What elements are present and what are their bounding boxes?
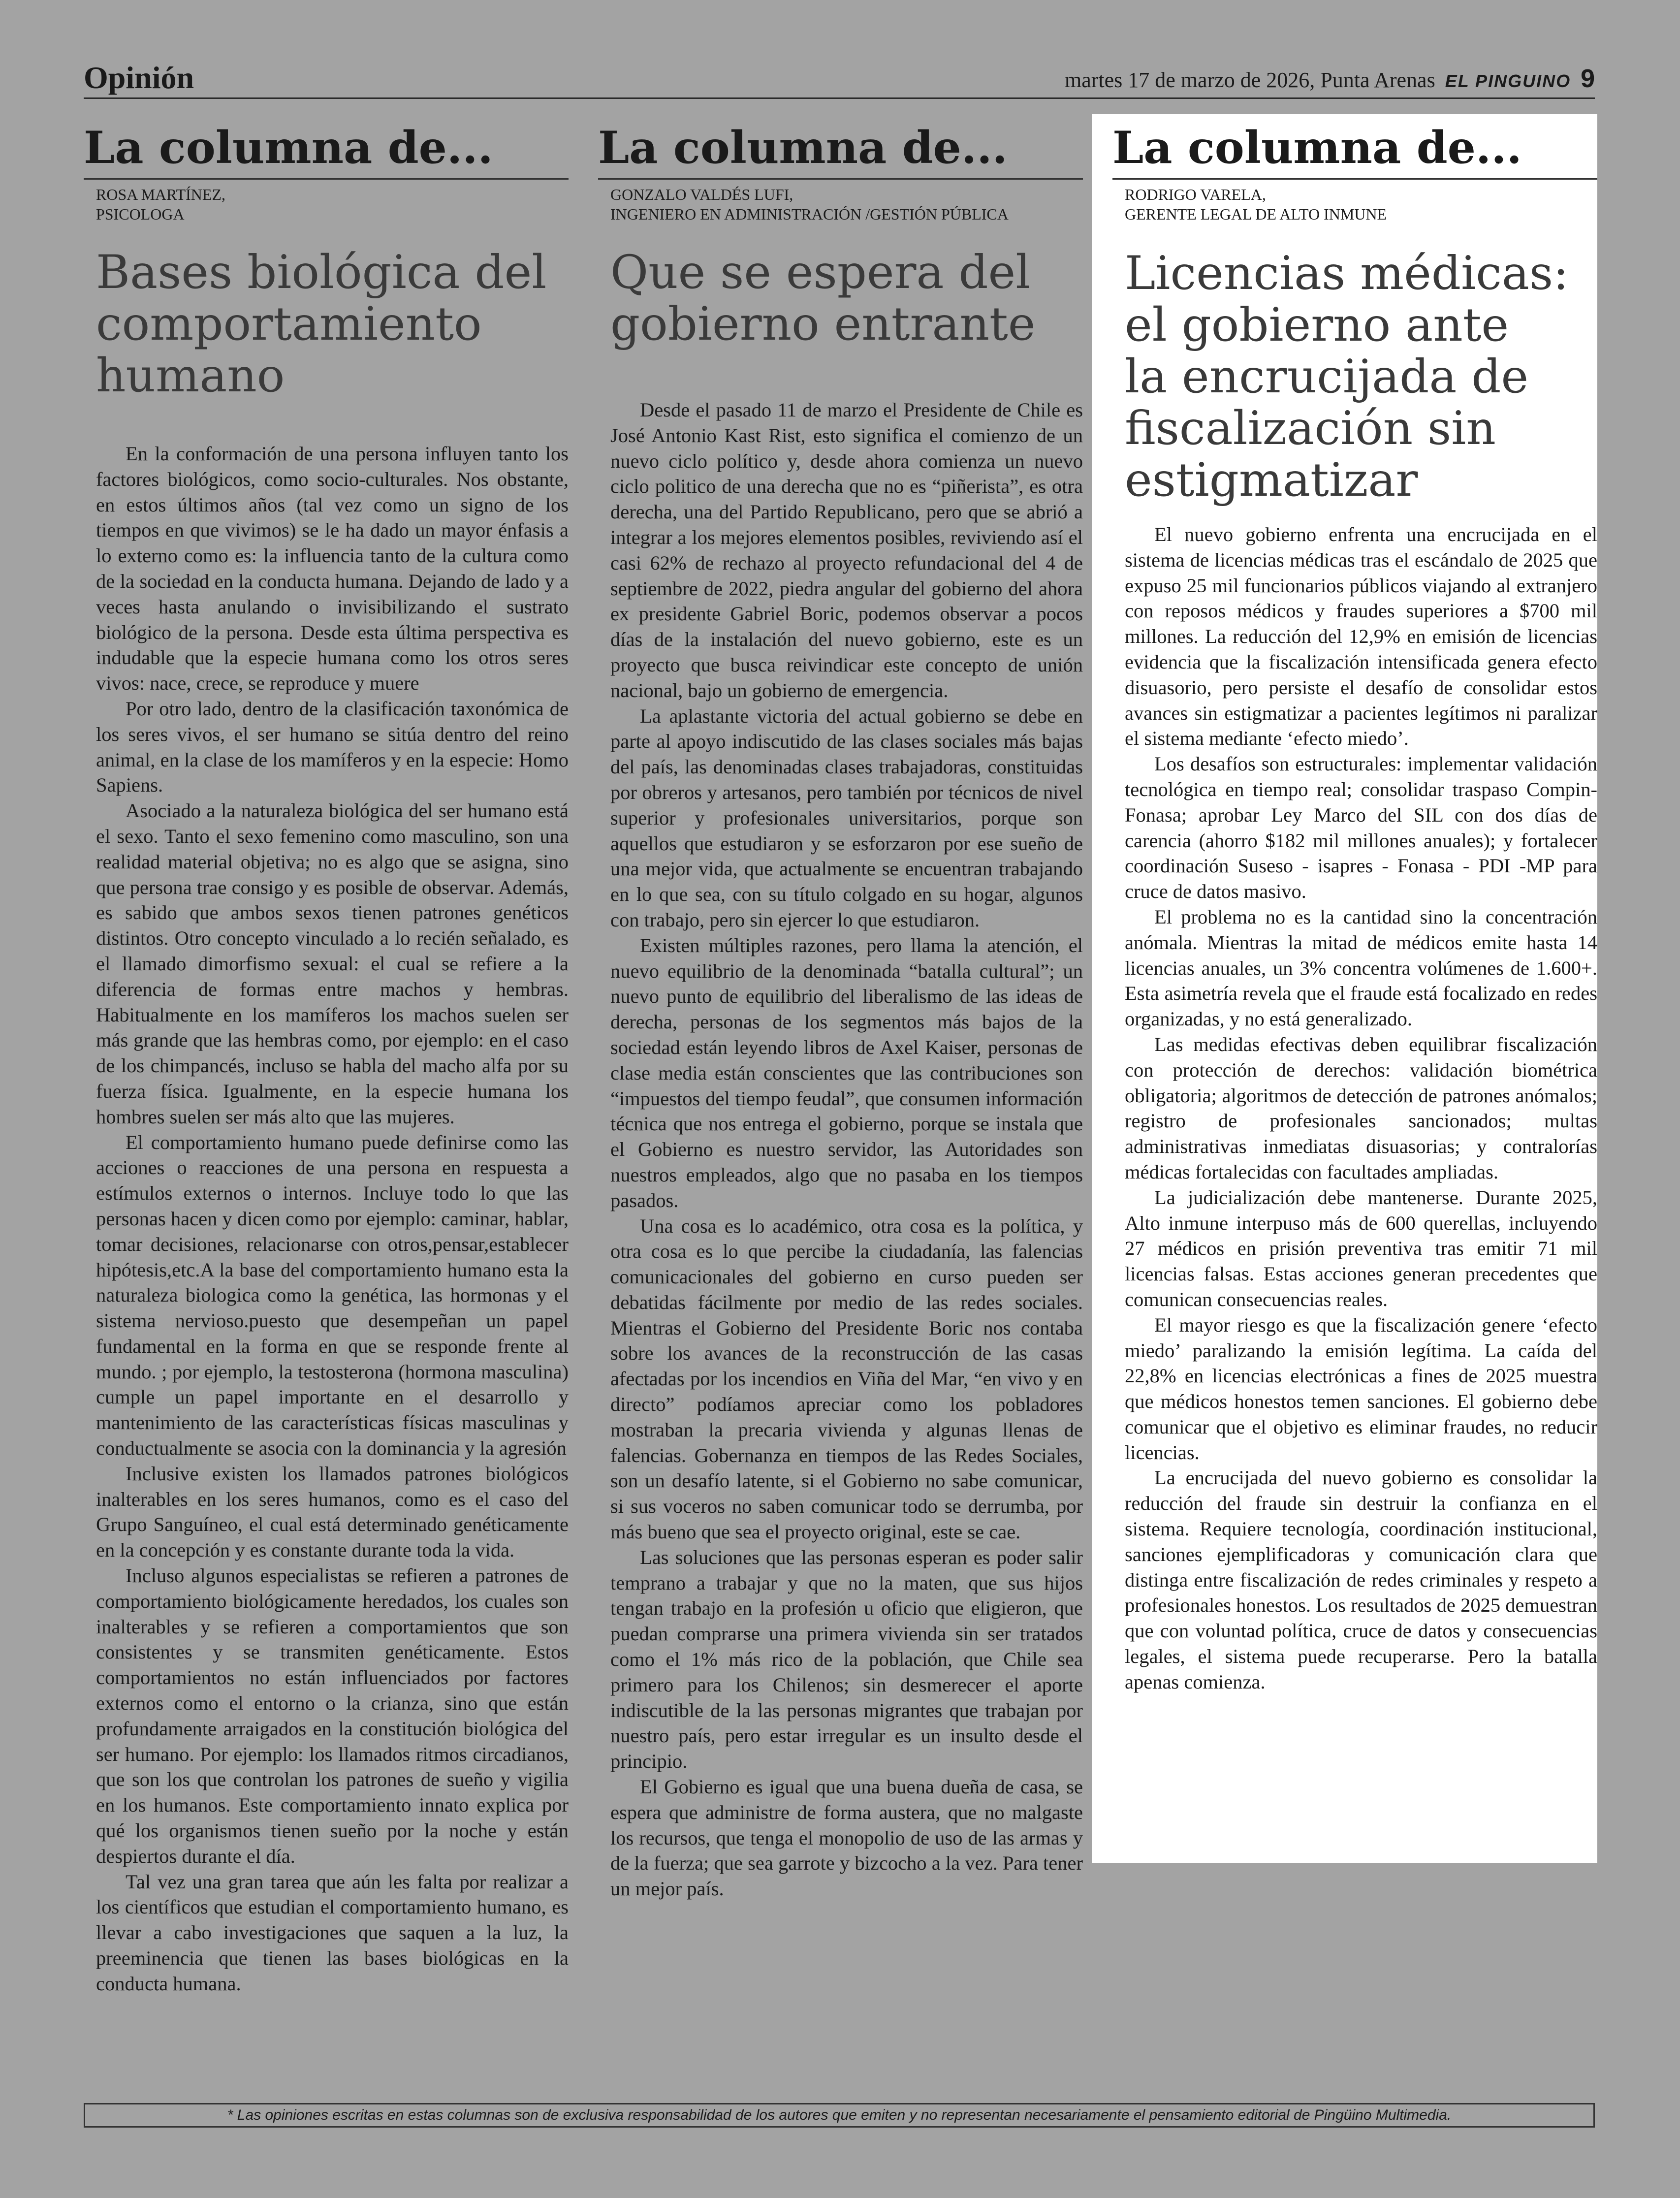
author-role: PSICOLOGA — [96, 205, 185, 223]
article-body — [610, 397, 1083, 1902]
column-inner — [1112, 118, 1597, 1695]
paragraph: Las soluciones que las personas esperan es poder salir temprano a trabajar y que no la maten, que sus hijos tengan trabajo en la profesión u oficio que eligieron, que puedan comprarse una primera vivienda sin ser tratados como el 1% más rico de la población, que Chile sea primero para los Chilenos; sin desmerecer el aporte indiscutible de la las personas migrantes que trabajan por nuestro país, pero estar irregular es un insulto desde el principio. — [610, 1546, 1083, 1773]
headline-line: comportamiento — [96, 297, 482, 351]
brand-logo: EL PINGUINO — [1445, 71, 1571, 91]
paragraph: La judicialización debe mantenerse. Durante 2025, Alto inmune interpuso más de 600 querellas, incluyendo 27 médicos en prisión preventiva tras emitir 71 mil licencias falsas. Estas acciones generan precedentes que comunican consecuencias reales. — [1125, 1186, 1597, 1310]
headline-line: humano — [96, 349, 285, 403]
paragraph: Asociado a la naturaleza biológica del ser humano está el sexo. Tanto el sexo femenino como masculino, son una realidad material objetiva; no es algo que se asigna, sino que persona trae consigo y es posible de observar. Además, es sabido que ambos sexos tienen patrones genéticos distintos. Otro concepto vinculado a lo recién señalado, es el llamado dimorfismo sexual: el cual se refiere a la diferencia de formas entre machos y hembras. Habitualmente en los mamíferos los machos suelen ser más grande que las hembras como, por ejemplo: en el caso de los chimpancés, incluso se habla del macho alfa por su fuerza física. Igualmente, en la especie humana los hombres suelen ser más alto que las mujeres. — [96, 799, 569, 1128]
editorial-disclaimer: * Las opiniones escritas en estas columnas son de exclusiva responsabilidad de los autores que emiten y no representan necesariamente el pensamiento editorial de Pingüino Multimedia. — [84, 2103, 1595, 2128]
paragraph: Una cosa es lo académico, otra cosa es la política, y otra cosa es lo que percibe la ciudadanía, las falencias comunicacionales del gobierno en curso pueden ser debatidas fácilmente por medio de las redes sociales. Mientras el Gobierno del Presidente Boric nos contaba sobre los avances de la reconstrucción de las casas afectadas por los incendios en Viña del Mar, “en vivo y en directo” podíamos apreciar como los pobladores mostraban la precaria vivienda y algunas llenas de falencias. Gobernanza en tiempos de las Redes Sociales, son un desafío latente, si el Gobierno no sabe comunicar, si sus voceros no saben comunicar todo se derrumba, por más bueno que sea el proyecto original, este se cae. — [610, 1214, 1083, 1543]
paragraph: Incluso algunos especialistas se refieren a patrones de comportamiento biológicamente heredados, los cuales son inalterables y se refieren a comportamientos que son consistentes y se transmiten genéticamente. Estos comportamientos no están influenciados por factores externos como el entorno o la crianza, sino que están profundamente arraigados en la constitución biológica del ser humano. Por ejemplo: los llamados ritmos circadianos, que son los que controlan los patrones de sueño y vigilia en los humanos. Este comportamiento innato explica por qué los organismos tienen sueño por la noche y están despiertos durante el día. — [96, 1564, 569, 1867]
author-byline — [1125, 185, 1597, 224]
column-kicker: La columna de... — [598, 118, 1083, 180]
paragraph: Los desafíos son estructurales: implementar validación tecnológica en tiempo real; consolidar traspaso Compin-Fonasa; aprobar Ley Marco del SIL con dos días de carencia (ahorro $182 mil millones anuales); y fortalecer coordinación Suseso - isapres - Fonasa - PDI -MP para cruce de datos masivo. — [1125, 753, 1597, 903]
article-headline — [1125, 248, 1597, 506]
paragraph: El comportamiento humano puede definirse como las acciones o reacciones de una persona en respuesta a estímulos externos o internos. Incluye todo lo que las personas hacen y dicen como por ejemplo: caminar, hablar, tomar decisiones, relacionarse con otros,pensar,establecer hipótesis,etc.A la base del comportamiento humano esta la naturaleza biologica como la genética, las hormonas y el sistema nervioso.puesto que desempeñan un papel fundamental en la forma en que se responde frente al mundo. ; por ejemplo, la testosterona (hormona masculina) cumple un papel importante en el desarrollo y mantenimiento de las características físicas masculinas y conductualmente se asocia con la dominancia y la agresión — [96, 1131, 569, 1460]
author-role: GERENTE LEGAL DE ALTO INMUNE — [1125, 205, 1387, 223]
headline-line: la encrucijada de — [1125, 350, 1529, 404]
author-byline — [610, 185, 1083, 224]
headline-line: Licencias médicas: — [1125, 247, 1569, 300]
article-headline — [610, 247, 1083, 350]
article-body — [96, 441, 569, 1997]
headline-line: fiscalización sin — [1125, 402, 1496, 455]
header-right — [1065, 64, 1595, 94]
paragraph: Inclusive existen los llamados patrones biológicos inalterables en los seres humanos, como es el caso del Grupo Sanguíneo, el cual está determinado genéticamente en la concepción y es constante durante toda la vida. — [96, 1462, 569, 1561]
paragraph: El nuevo gobierno enfrenta una encrucijada en el sistema de licencias médicas tras el escándalo de 2025 que expuso 25 mil funcionarios públicos viajando al extranjero con reposos médicos y fraudes superiores a $700 mil millones. La reducción del 12,9% en emisión de licencias evidencia que la fiscalización intensificada genera efecto disuasorio, pero persiste el desafío de consolidar estos avances sin estigmatizar a pacientes legítimos ni paralizar el sistema mediante ‘efecto miedo’. — [1125, 523, 1597, 750]
opinion-column-2 — [598, 118, 1083, 1902]
author-name: RODRIGO VARELA, — [1125, 186, 1266, 203]
opinion-column-1 — [84, 118, 569, 1997]
headline-line: estigmatizar — [1125, 453, 1418, 507]
dateline: martes 17 de marzo de 2026, Punta Arenas — [1065, 68, 1435, 92]
paragraph: Tal vez una gran tarea que aún les falta por realizar a los científicos que estudian el comportamiento humano, es llevar a cabo investigaciones que saquen a la luz, la preeminencia que tienen las bases biológicas en la conducta humana. — [96, 1870, 569, 1995]
paragraph: La encrucijada del nuevo gobierno es consolidar la reducción del fraude sin destruir la confianza en el sistema. Requiere tecnología, coordinación institucional, sanciones ejemplificadoras y comunicación clara que distinga entre fiscalización de redes criminales y respeto a profesionales honestos. Los resultados de 2025 demuestran que con voluntad política, cruce de datos y consecuencias legales, el sistema puede recuperarse. Pero la batalla apenas comienza. — [1125, 1466, 1597, 1693]
paragraph: Por otro lado, dentro de la clasificación taxonómica de los seres vivos, el ser humano se sitúa dentro del reino animal, en la clase de los mamíferos y en la especie: Homo Sapiens. — [96, 697, 569, 796]
author-name: ROSA MARTÍNEZ, — [96, 186, 225, 203]
paragraph: El problema no es la cantidad sino la concentración anómala. Mientras la mitad de médicos emite hasta 14 licencias anuales, un 3% concentra volúmenes de 1.600+. Esta asimetría revela que el fraude está focalizado en redes organizadas, y no está generalizado. — [1125, 905, 1597, 1030]
paragraph: Existen múltiples razones, pero llama la atención, el nuevo equilibrio de la denominada “batalla cultural”; un nuevo punto de equilibrio del liberalismo de las ideas de derecha, personas de los segmentos más bajos de la sociedad están leyendo libros de Axel Kaiser, personas de clase media están conscientes que las contribuciones son “impuestos del tiempo feudal”, que consumen información técnica que nos entrega el gobierno, porque se instala que el Gobierno es nuestro servidor, las Autoridades son nuestros empleados, algo que no pasaba en los tiempos pasados. — [610, 934, 1083, 1211]
headline-line: Que se espera del — [610, 246, 1031, 299]
paragraph: En la conformación de una persona influyen tanto los factores biológicos, como socio-culturales. Nos obstante, en estos últimos años (tal vez como un signo de los tiempos en que vivimos) se le ha dado un mayor énfasis a lo externo como es: la influencia tanto de la cultura como de la sociedad en la conducta humana. Dejando de lado y a veces hasta anulando o invisibilizando el sustrato biológico de la persona. Desde esta última perspectiva es indudable que la especie humana como los otros seres vivos: nace, crece, se reproduce y muere — [96, 443, 569, 695]
author-role: INGENIERO EN ADMINISTRACIÓN /GESTIÓN PÚBLICA — [610, 205, 1009, 223]
article-body — [1125, 522, 1597, 1695]
paragraph: La aplastante victoria del actual gobierno se debe en parte al apoyo indiscutido de las clases sociales más bajas del país, las denominadas clases trabajadoras, constituidas por obreros y artesanos, pero también por técnicos de nivel superior y profesionales universitarios, porque son aquellos que estudiaron y se esforzaron por ese sueño de una mejor vida, que actualmente se encuentran trabajando en lo que sea, con su título colgado en su hogar, algunos con trabajo, pero sin ejercer lo que estudiaron. — [610, 704, 1083, 931]
headline-line: gobierno entrante — [610, 297, 1036, 351]
headline-line: el gobierno ante — [1125, 298, 1509, 352]
column-kicker: La columna de... — [1112, 118, 1597, 180]
column-kicker: La columna de... — [84, 118, 569, 180]
author-byline — [96, 185, 569, 224]
section-label: Opinión — [84, 60, 194, 95]
opinion-column-3 — [1092, 114, 1597, 1863]
paragraph: Desde el pasado 11 de marzo el Presidente de Chile es José Antonio Kast Rist, esto significa el comienzo de un nuevo ciclo político y, desde ahora comienza un nuevo ciclo politico de una derecha que no es “piñerista”, es otra derecha, una del Partido Republicano, pero que se abrió a integrar a los mejores elementos posibles, reviviendo así el casi 62% de rechazo al proyecto refundacional del 4 de septiembre de 2022, piedra angular del gobierno del ahora ex presidente Gabriel Boric, podemos observar a pocos días de la instalación del nuevo gobierno, este es un proyecto que busca reivindicar este concepto de unión nacional, bajo un gobierno de emergencia. — [610, 399, 1083, 701]
paragraph: El mayor riesgo es que la fiscalización genere ‘efecto miedo’ paralizando la emisión legítima. La caída del 22,8% en licencias electrónicas a fines de 2025 muestra que médicos honestos temen sanciones. El gobierno debe comunicar que el objetivo es eliminar fraudes, no reducir licencias. — [1125, 1313, 1597, 1464]
paragraph: El Gobierno es igual que una buena dueña de casa, se espera que administre de forma austera, que no malgaste los recursos, que tenga el monopolio de uso de las armas y de la fuerza; que sea garrote y bizcocho a la vez. Para tener un mejor país. — [610, 1776, 1083, 1900]
author-name: GONZALO VALDÉS LUFI, — [610, 186, 793, 203]
paragraph: Las medidas efectivas deben equilibrar fiscalización con protección de derechos: validación biométrica obligatoria; algoritmos de detección de patrones anómalos; registro de profesionales sancionados; multas administrativas inmediatas disuasorias; y contralorías médicas fortalecidas con facultades ampliadas. — [1125, 1033, 1597, 1183]
page-number: 9 — [1581, 64, 1595, 93]
headline-line: Bases biológica del — [96, 246, 547, 299]
article-headline — [96, 247, 569, 402]
page-header — [84, 58, 1595, 99]
